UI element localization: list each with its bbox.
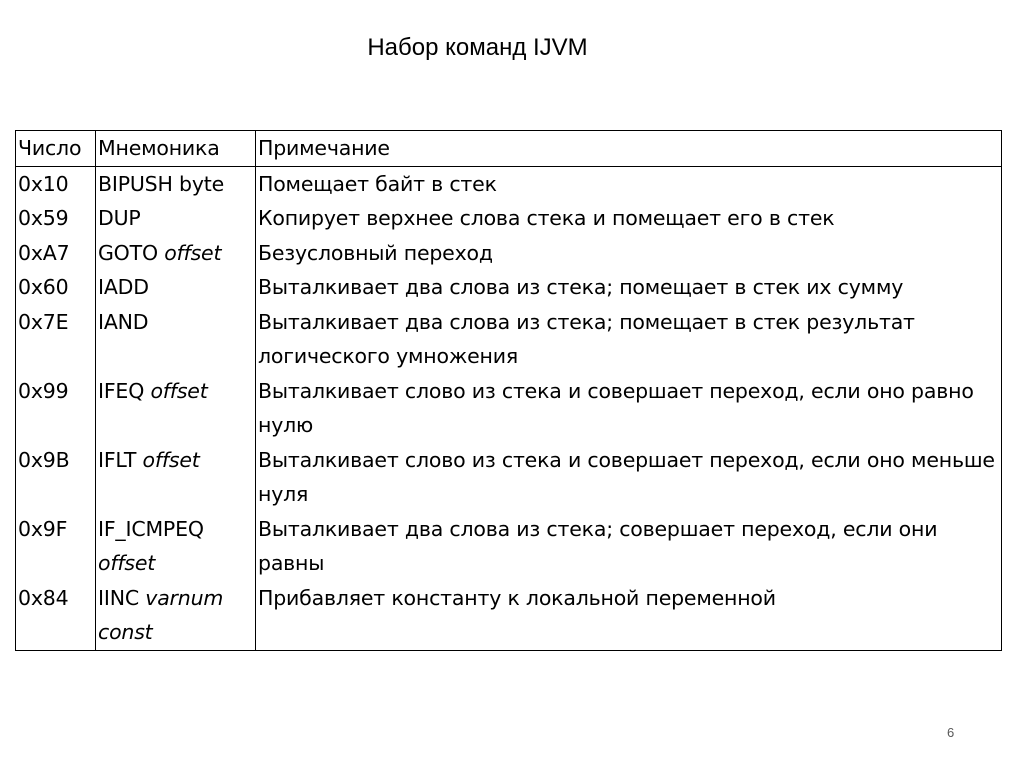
mnemonic-arg: offset — [142, 447, 200, 472]
table-row — [16, 270, 1002, 305]
cell-mnemonic — [96, 581, 256, 651]
table-row — [16, 166, 1002, 201]
mnemonic-op: BIPUSH byte — [98, 171, 225, 196]
cell-mnemonic — [96, 166, 256, 201]
mnemonic-op: IF_ICMPEQ — [98, 516, 204, 541]
table-row — [16, 512, 1002, 581]
header-mnemonic: Мнемоника — [96, 131, 256, 167]
cell-note: Прибавляет константу к локальной переменной — [256, 581, 1002, 651]
ijvm-command-table — [15, 130, 1002, 651]
table-row — [16, 305, 1002, 374]
cell-note: Выталкивает слово из стека и совершает переход, если оно меньше нуля — [256, 443, 1002, 512]
slide-title: Набор команд IJVM — [367, 34, 588, 61]
cell-note: Копирует верхнее слова стека и помещает его в стек — [256, 201, 1002, 236]
cell-number: 0x84 — [16, 581, 96, 651]
table-row — [16, 581, 1002, 651]
cell-number: 0x60 — [16, 270, 96, 305]
page-number: 6 — [947, 725, 955, 740]
mnemonic-arg: offset — [98, 551, 156, 575]
cell-note: Безусловный переход — [256, 236, 1002, 271]
header-number: Число — [16, 131, 96, 167]
cell-mnemonic — [96, 270, 256, 305]
cell-note: Выталкивает слово из стека и совершает переход, если оно равно нулю — [256, 374, 1002, 443]
table-row — [16, 236, 1002, 271]
mnemonic-op: IADD — [98, 275, 149, 299]
table-row — [16, 443, 1002, 512]
mnemonic-arg: varnum const — [98, 585, 224, 644]
cell-number: 0x9F — [16, 512, 96, 581]
mnemonic-op: IFLT — [98, 447, 143, 472]
cell-number: 0x99 — [16, 374, 96, 443]
cell-mnemonic — [96, 236, 256, 271]
cell-mnemonic — [96, 201, 256, 236]
cell-mnemonic — [96, 374, 256, 443]
mnemonic-arg: offset — [164, 240, 222, 265]
cell-note: Выталкивает два слова из стека; помещает в стек их сумму — [256, 270, 1002, 305]
cell-note: Выталкивает два слова из стека; помещает в стек результат логического умножения — [256, 305, 1002, 374]
mnemonic-op: IFEQ — [98, 378, 151, 403]
cell-number: 0x7E — [16, 305, 96, 374]
cell-mnemonic — [96, 512, 256, 581]
cell-mnemonic — [96, 305, 256, 374]
mnemonic-op: IAND — [98, 309, 149, 334]
cell-number: 0x10 — [16, 166, 96, 201]
cell-number: 0x9B — [16, 443, 96, 512]
cell-note: Выталкивает два слова из стека; совершает переход, если они равны — [256, 512, 1002, 581]
mnemonic-op: DUP — [98, 206, 141, 230]
table-row — [16, 201, 1002, 236]
header-note: Примечание — [256, 131, 1002, 167]
cell-mnemonic — [96, 443, 256, 512]
cell-number: 0xA7 — [16, 236, 96, 271]
mnemonic-arg: offset — [150, 378, 208, 403]
mnemonic-op: GOTO — [98, 240, 165, 265]
table-header-row — [16, 131, 1002, 167]
cell-number: 0x59 — [16, 201, 96, 236]
table-row — [16, 374, 1002, 443]
cell-note: Помещает байт в стек — [256, 166, 1002, 201]
mnemonic-op: IINC — [98, 585, 146, 610]
